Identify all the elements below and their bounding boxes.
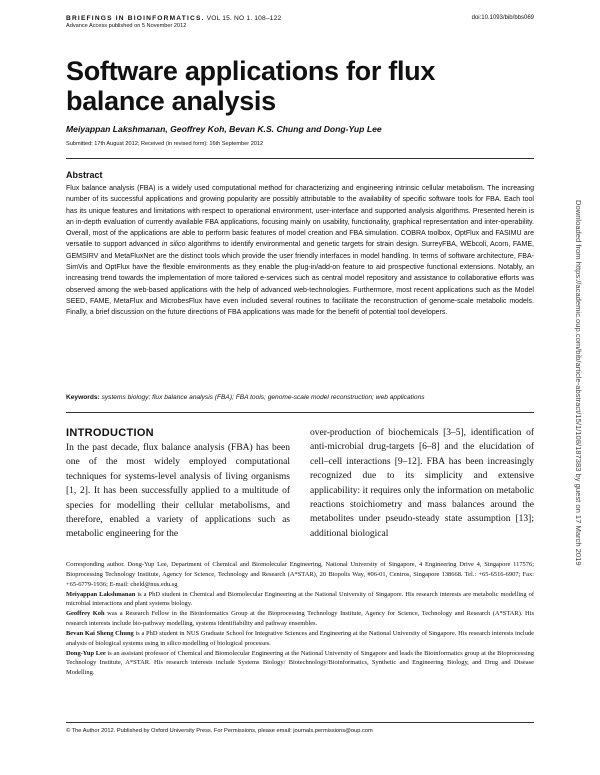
bio-text: is a PhD student in Chemical and Biomolecular Engineering at the National University of Singapore. His research interests are metabolic modelling of microbial interactions and plant systems biology. xyxy=(66,590,535,608)
author-bio xyxy=(66,590,534,610)
bio-name: Dong-Yup Lee xyxy=(66,649,106,657)
author-bio xyxy=(66,609,534,629)
section-heading: INTRODUCTION xyxy=(66,427,154,439)
corresponding-author: Corresponding author. Dong-Yup Lee, Department of Chemical and Biomolecular Engineering, National University of Singapore, 4 Engineering Drive 4, Singapore 117576; Bioprocessing Technology Institute, Agency for Science, Technology and Research (A*STAR), 20 Biopolis Way, #06-01, Centros, Singapore 138668. Tel.: +65-6516-6907; Fax: +65-6779-1936; E-mail: cheld@nus.edu.sg xyxy=(66,561,534,588)
abstract-italic: in silico xyxy=(161,241,186,249)
divider xyxy=(66,722,534,723)
author-list: Meiyappan Lakshmanan, Geoffrey Koh, Bevan K.S. Chung and Dong-Yup Lee xyxy=(66,124,382,134)
keywords-label: Keywords: xyxy=(66,394,100,401)
keywords xyxy=(66,394,534,401)
download-watermark xyxy=(574,200,584,590)
bio-name: Bevan Kai Sheng Chung xyxy=(66,629,134,637)
bio-name: Meiyappan Lakshmanan xyxy=(66,590,136,598)
journal-header xyxy=(66,15,281,22)
copyright-notice: © The Author 2012. Published by Oxford University Press. For Permissions, please email: journals.permissions@oup.com xyxy=(66,728,373,734)
divider xyxy=(66,158,534,159)
submission-dates: Submitted: 17th August 2012; Received (in revised form): 16th September 2012 xyxy=(66,141,264,147)
abstract-text xyxy=(66,183,534,319)
article-title: Software applications for flux balance analysis xyxy=(66,56,436,116)
body-column-left: In the past decade, flux balance analysis (FBA) has been one of the most widely employed computational techniques for systems-level analysis of living organisms [1, 2]. It has been successfully applied to a multitude of species for modelling their cellular metabolisms, and therefore, enabled a variety of applications such as metabolic engineering for the xyxy=(66,443,290,540)
bio-text: is a PhD student in NUS Graduate School for Integrative Sciences and Engineering at the National University of Singapore. His research interests include analysis of biological systems using in silico modelling of biological processes. xyxy=(66,629,535,647)
journal-issue: VOL 15. NO 1. 108–122 xyxy=(206,15,282,22)
abstract-text-part: Flux balance analysis (FBA) is a widely used computational method for characterizing and engineering intrinsic cellular metabolism. The increasing number of its successful applications and growing popularity are possibly attributable to the availability of specific software tools for FBA. Each tool has its unique features and limitations with respect to operational environment, user-interface and supported analysis algorithms. Presented herein is an in-depth evaluation of currently available FBA applications, focusing mainly on usability, functionality, graphical representation and inter-operability. Overall, most of the applications are able to perform basic features of model creation and FBA simulation. COBRA toolbox, OptFlux and FASIMU are versatile to support advanced xyxy=(66,185,534,249)
author-bio xyxy=(66,629,534,649)
bio-name: Geoffrey Koh xyxy=(66,610,105,618)
bio-text: is an assistant professor of Chemical and Biomolecular Engineering at the National University of Singapore and leads the Bioinformatics group at the Bioprocessing Technology Institute, A*STAR. His research interests include Systems Biology/ Biotechnology/Bioinformatics, Synthetic and Engineering Biology, and Drug and Disease Modelling. xyxy=(66,649,534,677)
abstract-text-part: algorithms to identify environmental and genetic targets for strain design. SurreyFBA, WEbcoli, Acorn, FAME, GEMSIRV and MetaFluxNet are the distinct tools which provide the user friendly interfaces in model handling. In terms of software architecture, FBA-SimVis and OptFlux have the flexible environments as they enable the plug-in/add-on feature to aid prospective functional extensions. Notably, an increasing trend towards the implementation of more tailored e-services such as central model repository and assistance to collaborative efforts was observed among the web-based applications with the help of advanced web-technologies. Furthermore, most recent applications such as the Model SEED, FAME, MetaFlux and MicrobesFlux have even included several routines to facilitate the reconstruction of genome-scale metabolic models. Finally, a brief discussion on the future directions of FBA applications was made for the benefit of potential tool developers. xyxy=(66,241,534,317)
author-bio xyxy=(66,649,534,679)
keywords-values: systems biology; flux balance analysis (FBA); FBA tools; genome-scale model reconstruction; web applications xyxy=(101,394,425,401)
advance-access-note: Advance Access published on 5 November 2012 xyxy=(66,23,187,29)
journal-name: BRIEFINGS IN BIOINFORMATICS. xyxy=(66,15,205,22)
download-watermark-text: Downloaded from https://academic.oup.com/bib/article-abstract/15/1/108/187383 by guest on 17 March 2019 xyxy=(574,200,583,566)
abstract-heading: Abstract xyxy=(66,170,103,180)
author-footnotes xyxy=(66,560,534,678)
body-column-right: over-production of biochemicals [3–5], identification of anti-microbial drug-targets [6–8] and the elucidation of cell–cell interactions [9–12]. FBA has been increasingly recognized due to its simplicity and extensive applicability: it requires only the information on metabolic reactions stoichiometry and mass balances around the metabolites under pseudo-steady state assumption [13]; additional biological xyxy=(310,428,534,539)
divider xyxy=(66,412,534,413)
bio-text: was a Research Fellow in the Bioinformatics Group at the Bioprocessing Technology Institute, Agency for Science, Technology and Research (A*STAR). His research interests include bio-pathway modelling, systems identifiability and pathway ensembles. xyxy=(66,610,534,628)
doi: doi:10.1093/bib/bbs069 xyxy=(471,15,534,21)
